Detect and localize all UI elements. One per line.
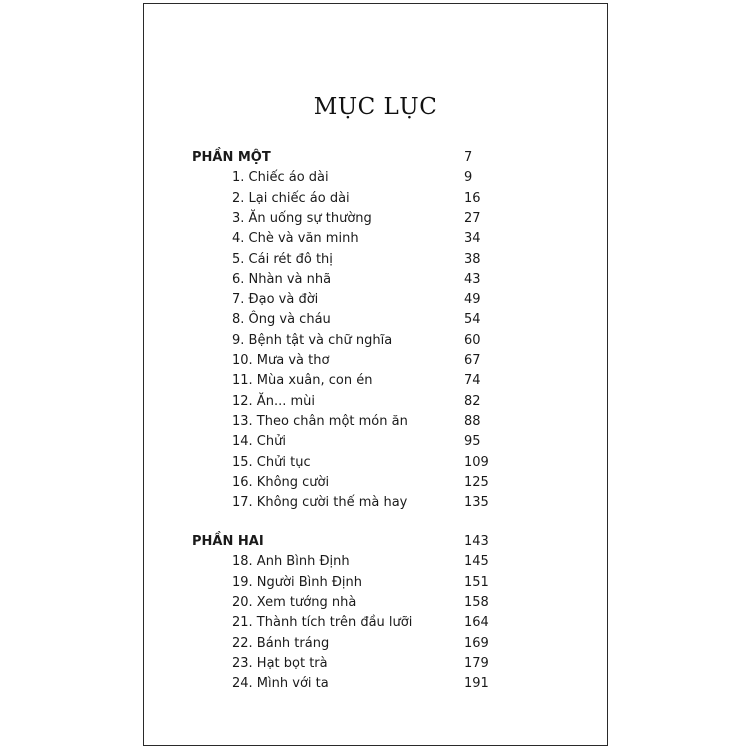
toc-entry <box>232 211 552 231</box>
toc-entry <box>232 554 552 574</box>
entry-page-number: 38 <box>464 251 481 267</box>
entry-title: 15. Chửi tục <box>232 454 311 470</box>
entry-page-number: 151 <box>464 574 489 590</box>
toc-entry <box>232 170 552 190</box>
toc-entry <box>232 575 552 595</box>
part-title: PHẦN MỘT <box>192 150 271 165</box>
entry-title: 18. Anh Bình Định <box>232 554 350 570</box>
entry-page-number: 54 <box>464 312 481 328</box>
entry-title: 4. Chè và văn minh <box>232 231 359 247</box>
entry-page-number: 191 <box>464 676 489 692</box>
entry-title: 19. Người Bình Định <box>232 574 363 590</box>
entry-page-number: 9 <box>464 170 473 186</box>
entry-page-number: 158 <box>464 594 489 610</box>
toc-entry <box>232 475 552 495</box>
entry-page-number: 74 <box>464 373 481 389</box>
entry-title: 3. Ăn uống sự thường <box>232 210 372 226</box>
toc-entry <box>232 615 552 635</box>
toc-entry <box>232 312 552 332</box>
toc-entry <box>232 434 552 454</box>
toc-entry <box>232 394 552 414</box>
entry-page-number: 27 <box>464 210 481 226</box>
entry-page-number: 34 <box>464 231 481 247</box>
entry-page-number: 16 <box>464 190 481 206</box>
toc-entry <box>232 495 552 515</box>
entry-title: 16. Không cười <box>232 474 330 490</box>
entry-page-number: 164 <box>464 615 489 631</box>
entry-title: 6. Nhàn và nhã <box>232 271 332 287</box>
entry-page-number: 43 <box>464 271 481 287</box>
entry-page-number: 125 <box>464 474 489 490</box>
entry-title: 11. Mùa xuân, con én <box>232 373 373 389</box>
toc-entry <box>232 333 552 353</box>
entry-title: 9. Bệnh tật và chữ nghĩa <box>232 332 393 348</box>
page-title: MỤC LỤC <box>313 94 438 120</box>
entry-page-number: 67 <box>464 353 481 368</box>
toc-entry <box>232 676 552 696</box>
part-title: PHẦN HAI <box>192 534 264 549</box>
entry-page-number: 88 <box>464 413 481 429</box>
entry-title: 17. Không cười thế mà hay <box>232 495 408 511</box>
entry-page-number: 60 <box>464 332 481 348</box>
toc-entry <box>232 231 552 251</box>
part-heading <box>192 150 572 170</box>
book-page <box>143 3 608 746</box>
entry-page-number: 135 <box>464 495 489 511</box>
toc-entry <box>232 656 552 676</box>
entry-page-number: 169 <box>464 635 489 651</box>
entry-title: 22. Bánh tráng <box>232 635 330 651</box>
entry-page-number: 95 <box>464 434 481 450</box>
entry-title: 2. Lại chiếc áo dài <box>232 190 350 206</box>
toc-entry <box>232 414 552 434</box>
toc-entry <box>232 353 552 373</box>
entry-title: 7. Đạo và đời <box>232 292 319 308</box>
entry-title: 13. Theo chân một món ăn <box>232 413 408 429</box>
toc-entry <box>232 292 552 312</box>
entry-title: 14. Chửi <box>232 434 286 450</box>
entry-title: 23. Hạt bọt trà <box>232 655 328 671</box>
toc-entry <box>232 636 552 656</box>
toc-entry <box>232 455 552 475</box>
toc-entry <box>232 191 552 211</box>
entry-title: 24. Mình với ta <box>232 676 329 692</box>
toc-entry <box>232 252 552 272</box>
entry-page-number: 109 <box>464 454 489 470</box>
part-page-number: 7 <box>464 150 473 165</box>
part-heading <box>192 534 572 554</box>
toc-entry <box>232 373 552 393</box>
entry-title: 1. Chiếc áo dài <box>232 170 329 186</box>
entry-title: 10. Mưa và thơ <box>232 353 330 368</box>
entry-title: 21. Thành tích trên đầu lưỡi <box>232 615 413 631</box>
entry-title: 20. Xem tướng nhà <box>232 594 357 610</box>
toc-entry <box>232 595 552 615</box>
entry-page-number: 179 <box>464 655 489 671</box>
entry-page-number: 145 <box>464 554 489 570</box>
toc-entry <box>232 272 552 292</box>
entry-page-number: 82 <box>464 393 481 409</box>
entry-title: 12. Ăn... mùi <box>232 393 315 409</box>
entry-title: 8. Ông và cháu <box>232 312 331 328</box>
entry-page-number: 49 <box>464 292 481 308</box>
entry-title: 5. Cái rét đô thị <box>232 251 333 267</box>
part-page-number: 143 <box>464 534 489 549</box>
